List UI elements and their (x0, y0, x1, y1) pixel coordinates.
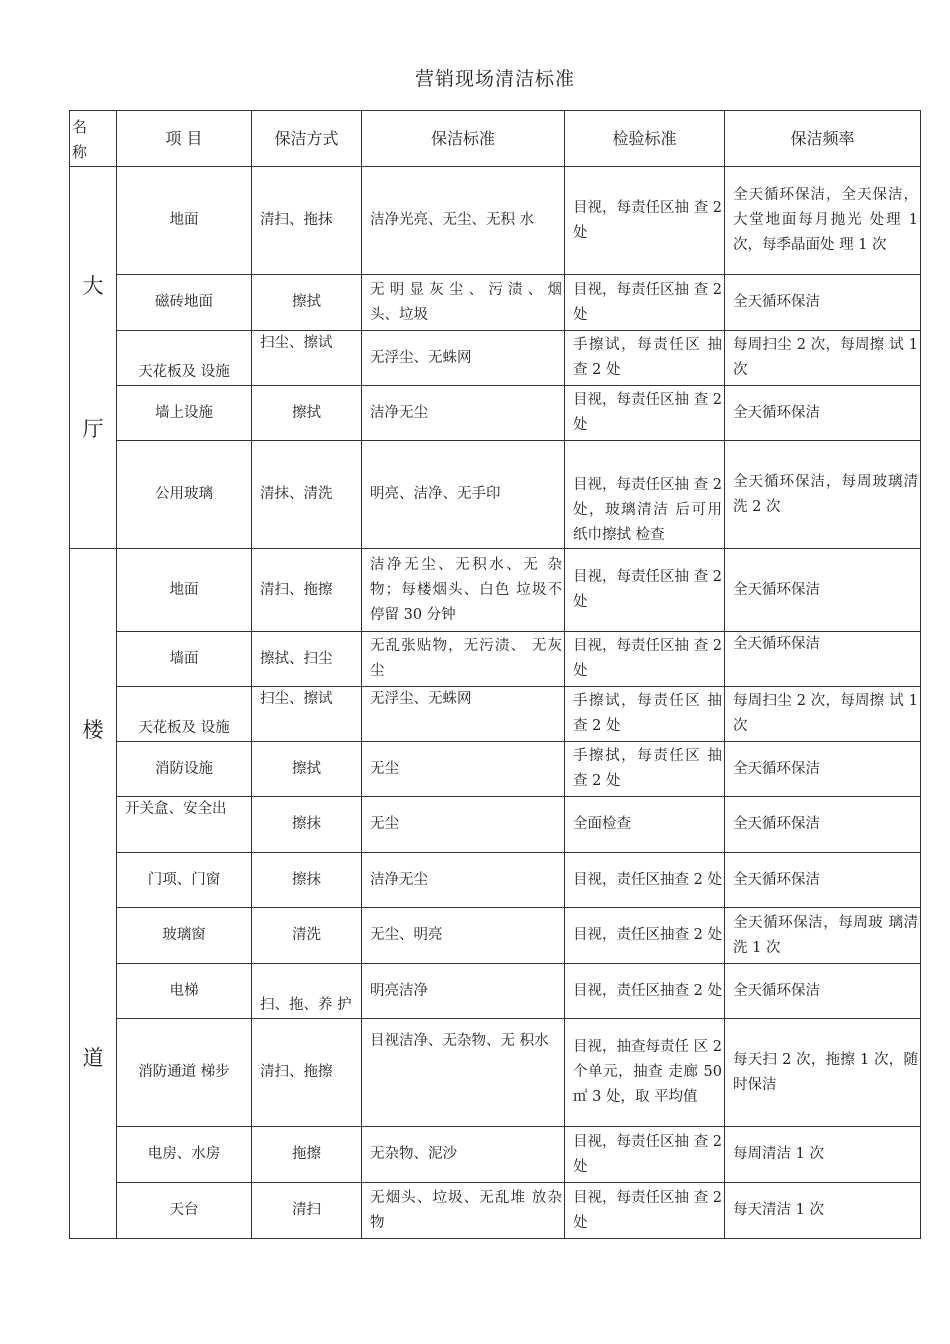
header-row (70, 111, 921, 167)
frequency-cell: 每周扫尘 2 次，每周擦 试 1 次 (725, 331, 921, 386)
table-row (70, 742, 921, 797)
item-cell: 公用玻璃 (117, 441, 252, 549)
method-cell: 擦拭、扫尘 (252, 632, 362, 687)
area-cell-corridor (70, 549, 117, 1239)
header-frequency: 保洁频率 (725, 111, 921, 167)
method-cell: 清扫、拖擦 (252, 549, 362, 632)
item-cell: 地面 (117, 167, 252, 275)
inspection-cell: 目视，每责任区抽 查 2 处 (565, 386, 725, 441)
method-cell: 清扫、拖抹 (252, 167, 362, 275)
inspection-cell: 目视，每责任区抽 查 2 处 (565, 632, 725, 687)
method-cell: 清扫、拖擦 (252, 1019, 362, 1127)
item-cell: 消防设施 (117, 742, 252, 797)
inspection-cell: 手擦试，每责任区 抽查 2 处 (565, 331, 725, 386)
table-row (70, 964, 921, 1019)
method-cell: 擦抹 (252, 853, 362, 908)
frequency-cell: 全天循环保洁 (725, 797, 921, 853)
table-row (70, 687, 921, 742)
frequency-cell: 每天扫 2 次，拖擦 1 次，随时保洁 (725, 1019, 921, 1127)
frequency-cell: 全天循环保洁 (725, 275, 921, 331)
method-cell: 擦抹 (252, 797, 362, 853)
item-cell: 开关盒、安全出 (117, 797, 252, 853)
frequency-cell: 每周扫尘 2 次，每周擦 试 1 次 (725, 687, 921, 742)
item-cell: 天台 (117, 1183, 252, 1239)
standard-cell: 无尘、明亮 (362, 908, 565, 964)
method-cell: 清扫 (252, 1183, 362, 1239)
area-char: 道 (82, 1045, 104, 1070)
standard-cell: 洁净无尘 (362, 853, 565, 908)
frequency-cell: 全天循环保洁 (725, 853, 921, 908)
method-cell: 擦拭 (252, 742, 362, 797)
frequency-cell: 全天循环保洁 (725, 632, 921, 687)
item-cell: 墙面 (117, 632, 252, 687)
standard-cell: 无乱张贴物，无污渍、 无灰尘 (362, 632, 565, 687)
frequency-cell: 全天循环保洁，每周玻 璃清洗 1 次 (725, 908, 921, 964)
table-row (70, 1183, 921, 1239)
table-row (70, 1127, 921, 1183)
standard-cell: 无浮尘、无蛛网 (362, 687, 565, 742)
item-cell: 地面 (117, 549, 252, 632)
item-cell: 天花板及 设施 (117, 331, 252, 386)
method-cell: 扫尘、擦试 (252, 331, 362, 386)
frequency-cell: 全天循环保洁，每周玻璃清洗 2 次 (725, 441, 921, 549)
table-row (70, 167, 921, 275)
area-char: 楼 (82, 717, 104, 742)
table-row (70, 441, 921, 549)
header-standard: 保洁标准 (362, 111, 565, 167)
standard-cell: 无烟头、垃圾、无乱堆 放杂物 (362, 1183, 565, 1239)
inspection-cell: 目视，每责任区抽 查 2 处 (565, 167, 725, 275)
area-char: 厅 (82, 417, 104, 441)
standard-cell: 无尘 (362, 797, 565, 853)
standard-cell: 无 明 显 灰 尘 、 污 渍 、 烟头、垃圾 (362, 275, 565, 331)
frequency-cell: 全天循环保洁 (725, 549, 921, 632)
item-cell: 玻璃窗 (117, 908, 252, 964)
table-row (70, 908, 921, 964)
header-inspection: 检验标准 (565, 111, 725, 167)
inspection-cell: 目视，每责任区抽 查 2 处 (565, 275, 725, 331)
inspection-cell: 目视，责任区抽查 2 处 (565, 908, 725, 964)
cleaning-standards-table (69, 110, 921, 1239)
table-row (70, 331, 921, 386)
item-cell: 电梯 (117, 964, 252, 1019)
document-title: 营销现场清洁标准 (414, 68, 575, 90)
frequency-cell: 全天循环保洁 (725, 742, 921, 797)
item-cell: 天花板及 设施 (117, 687, 252, 742)
item-cell: 电房、水房 (117, 1127, 252, 1183)
inspection-cell: 手擦拭，每责任区 抽查 2 处 (565, 742, 725, 797)
header-name: 名 称 (70, 111, 117, 167)
method-cell: 擦拭 (252, 275, 362, 331)
standard-cell: 明亮洁净 (362, 964, 565, 1019)
method-cell: 扫尘、擦试 (252, 687, 362, 742)
method-cell: 扫、拖、养 护 (252, 964, 362, 1019)
standard-cell: 无浮尘、无蛛网 (362, 331, 565, 386)
inspection-cell: 全面检查 (565, 797, 725, 853)
standard-cell: 目视洁净、无杂物、无 积水 (362, 1019, 565, 1127)
standard-cell: 洁净光亮、无尘、无积 水 (362, 167, 565, 275)
table-row (70, 853, 921, 908)
table-row (70, 386, 921, 441)
frequency-cell: 全天循环保洁，全天保洁，大堂地面每月抛光 处理 1 次，每季晶面处 理 1 次 (725, 167, 921, 275)
inspection-cell: 目视，每责任区抽 查 2 处 (565, 1183, 725, 1239)
table-row (70, 797, 921, 853)
header-method: 保洁方式 (252, 111, 362, 167)
frequency-cell: 全天循环保洁 (725, 386, 921, 441)
item-cell: 消防通道 梯步 (117, 1019, 252, 1127)
standard-cell: 洁净无尘 (362, 386, 565, 441)
frequency-cell: 每周清洁 1 次 (725, 1127, 921, 1183)
inspection-cell: 手擦试，每责任区 抽查 2 处 (565, 687, 725, 742)
inspection-cell: 目视，抽查每责任 区 2 个单元，抽查 走廊 50 ㎡ 3 处，取 平均值 (565, 1019, 725, 1127)
table-row (70, 549, 921, 632)
table-row (70, 1019, 921, 1127)
inspection-cell: 目视，责任区抽查 2 处 (565, 964, 725, 1019)
method-cell: 拖擦 (252, 1127, 362, 1183)
table-row (70, 275, 921, 331)
header-item: 项 目 (117, 111, 252, 167)
standard-cell: 洁净无尘、无积水、无 杂物；每楼烟头、白色 垃圾不停留 30 分钟 (362, 549, 565, 632)
frequency-cell: 全天循环保洁 (725, 964, 921, 1019)
frequency-cell: 每天清洁 1 次 (725, 1183, 921, 1239)
standard-cell: 无尘 (362, 742, 565, 797)
inspection-cell: 目视，每责任区抽 查 2 处 (565, 549, 725, 632)
area-char: 大 (82, 274, 104, 298)
item-cell: 磁砖地面 (117, 275, 252, 331)
area-cell-lobby (70, 167, 117, 549)
inspection-cell: 目视，每责任区抽 查 2 处，玻璃清洁 后可用纸巾擦拭 检查 (565, 441, 725, 549)
standard-cell: 无杂物、泥沙 (362, 1127, 565, 1183)
method-cell: 清抹、清洗 (252, 441, 362, 549)
item-cell: 门项、门窗 (117, 853, 252, 908)
method-cell: 清洗 (252, 908, 362, 964)
inspection-cell: 目视，责任区抽查 2 处 (565, 853, 725, 908)
method-cell: 擦拭 (252, 386, 362, 441)
standard-cell: 明亮、洁净、无手印 (362, 441, 565, 549)
inspection-cell: 目视，每责任区抽 查 2 处 (565, 1127, 725, 1183)
item-cell: 墙上设施 (117, 386, 252, 441)
table-row (70, 632, 921, 687)
